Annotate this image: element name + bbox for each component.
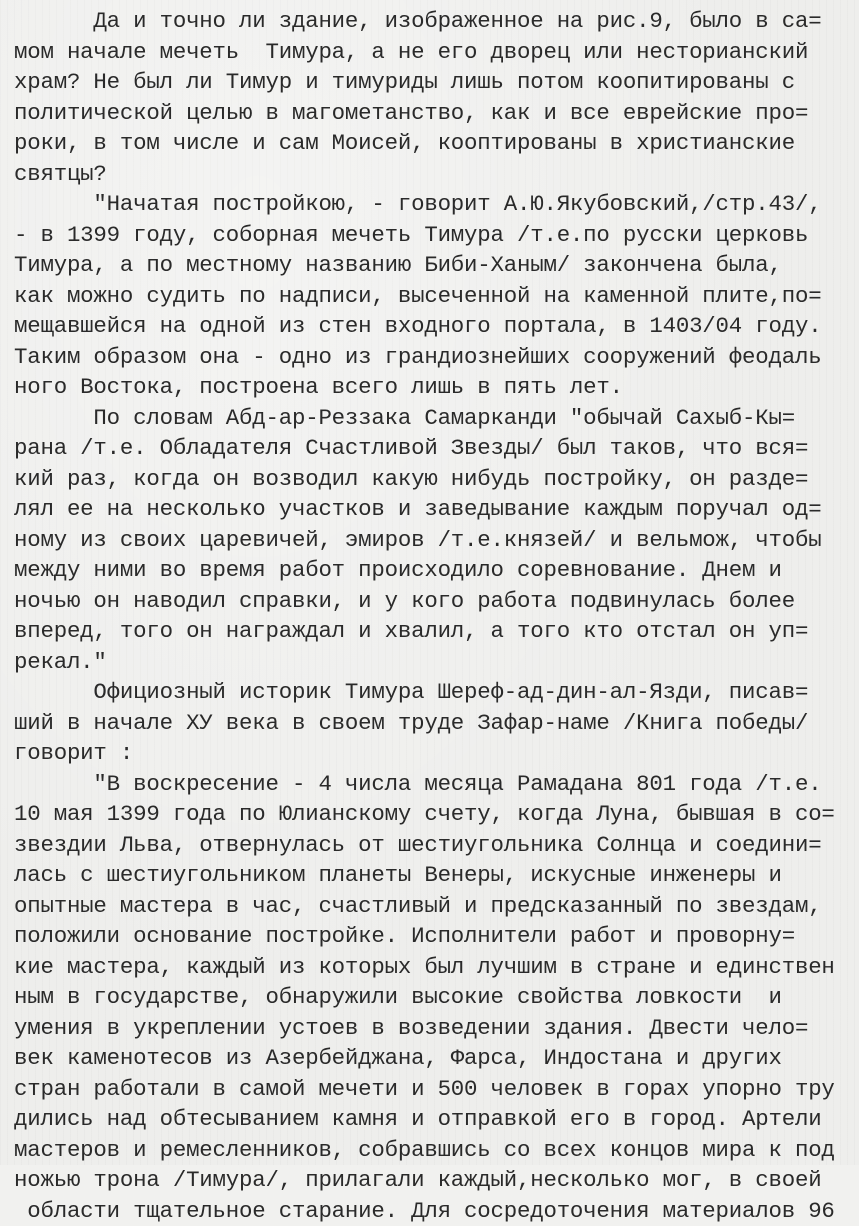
text-line: ного Востока, построена всего лишь в пять лет. — [14, 372, 850, 403]
text-line: дились над обтесыванием камня и отправкой его в город. Артели — [14, 1104, 850, 1135]
text-line: положили основание постройке. Исполнители работ и проворну= — [14, 921, 850, 952]
text-line: говорит : — [14, 738, 850, 769]
text-line: "Начатая постройкою, - говорит А.Ю.Якубовский,/стр.43/, — [14, 189, 850, 220]
text-line: мастеров и ремесленников, собравшись со всех концов мира к под — [14, 1135, 850, 1166]
text-line: ным в государстве, обнаружили высокие свойства ловкости и — [14, 982, 850, 1013]
text-line: ший в начале ХУ века в своем труде Зафар-наме /Книга победы/ — [14, 708, 850, 739]
text-line: роки, в том числе и сам Моисей, кооптированы в христианские — [14, 128, 850, 159]
text-line: Тимура, а по местному названию Биби-Ханым/ закончена была, — [14, 250, 850, 281]
text-line: - в 1399 году, соборная мечеть Тимура /т.е.по русски церковь — [14, 220, 850, 251]
page-text — [14, 6, 850, 1226]
text-line: кий раз, когда он возводил какую нибудь постройку, он разде= — [14, 464, 850, 495]
text-line: стран работали в самой мечети и 500 человек в горах упорно тру — [14, 1074, 850, 1105]
text-line: мещавшейся на одной из стен входного портала, в 1403/04 году. — [14, 311, 850, 342]
text-line: ному из своих царевичей, эмиров /т.е.князей/ и вельмож, чтобы — [14, 525, 850, 556]
text-line: лял ее на несколько участков и заведывание каждым поручал од= — [14, 494, 850, 525]
text-line: вперед, того он награждал и хвалил, а того кто отстал он уп= — [14, 616, 850, 647]
text-line: политической целью в магометанство, как и все еврейские про= — [14, 98, 850, 129]
text-line: между ними во время работ происходило соревнование. Днем и — [14, 555, 850, 586]
text-line: мом начале мечеть Тимура, а не его дворец или несторианский — [14, 37, 850, 68]
text-line: век каменотесов из Азербейджана, Фарса, Индостана и других — [14, 1043, 850, 1074]
text-line: умения в укреплении устоев в возведении здания. Двести чело= — [14, 1013, 850, 1044]
text-line: храм? Не был ли Тимур и тимуриды лишь потом коопитированы с — [14, 67, 850, 98]
text-line: святцы? — [14, 159, 850, 190]
text-line: По словам Абд-ар-Реззака Самарканди "обычай Сахыб-Кы= — [14, 403, 850, 434]
text-line: области тщательное старание. Для сосредоточения материалов 96 — [14, 1196, 850, 1226]
text-line: лась с шестиугольником планеты Венеры, искусные инженеры и — [14, 860, 850, 891]
text-line: опытные мастера в час, счастливый и предсказанный по звездам, — [14, 891, 850, 922]
text-line: ночью он наводил справки, и у кого работа подвинулась более — [14, 586, 850, 617]
text-line: "В воскресение - 4 числа месяца Рамадана 801 года /т.е. — [14, 769, 850, 800]
text-line: ножью трона /Тимура/, прилагали каждый,несколько мог, в своей — [14, 1165, 850, 1196]
text-line: звездии Льва, отвернулась от шестиугольника Солнца и соедини= — [14, 830, 850, 861]
text-line: Да и точно ли здание, изображенное на рис.9, было в са= — [14, 6, 850, 37]
text-line: как можно судить по надписи, высеченной на каменной плите,по= — [14, 281, 850, 312]
text-line: Таким образом она - одно из грандиознейших сооружений феодаль — [14, 342, 850, 373]
text-line: Официозный историк Тимура Шереф-ад-дин-ал-Язди, писав= — [14, 677, 850, 708]
text-line: 10 мая 1399 года по Юлианскому счету, когда Луна, бывшая в со= — [14, 799, 850, 830]
text-line: кие мастера, каждый из которых был лучшим в стране и единствен — [14, 952, 850, 983]
text-line: рана /т.е. Обладателя Счастливой Звезды/ был таков, что вся= — [14, 433, 850, 464]
text-line: рекал." — [14, 647, 850, 678]
